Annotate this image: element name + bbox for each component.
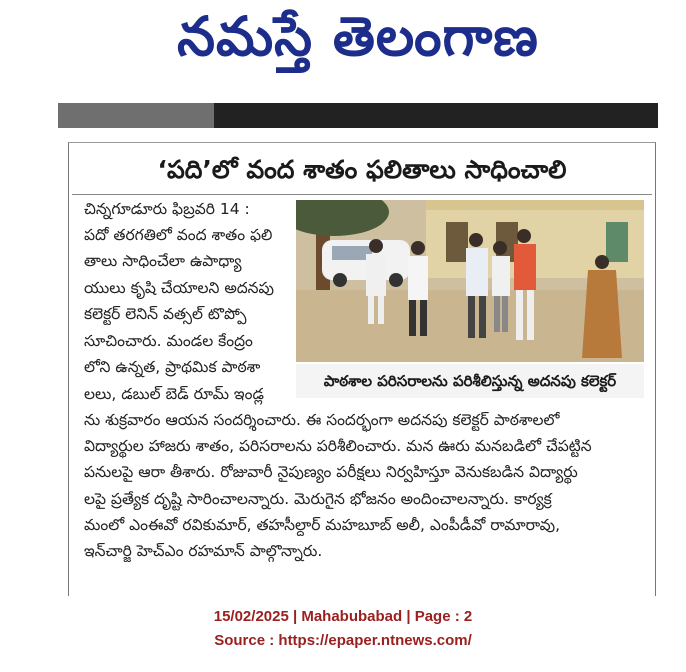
article-column-line: పదో తరగతిలో వంద శాతం ఫలి xyxy=(84,226,273,244)
article-photo xyxy=(296,200,644,362)
footer-source-link[interactable]: Source : https://epaper.ntnews.com/ xyxy=(214,632,472,649)
photo-caption: పాఠశాల పరిసరాలను పరిశీలిస్తున్న అదనపు కలెక్టర్ xyxy=(296,364,644,398)
article-column-line: తాలు సాధించేలా ఉపాధ్యా xyxy=(84,252,242,270)
article-body-line: మంలో ఎంఈవో రవికుమార్, తహసీల్దార్ మహబూబ్ అలీ, ఎంపీడీవో రామారావు, xyxy=(84,516,561,534)
article-column-line: లోని ఉన్నత, ప్రాథమిక పాఠశా xyxy=(84,358,261,376)
article-body-line: విద్యార్థుల హాజరు శాతం, పరిసరాలను పరిశీలించారు. మన ఊరు మనబడిలో చేపట్టిన xyxy=(84,437,592,455)
article-headline: ‘పది’లో వంద శాతం ఫలితాలు సాధించాలి xyxy=(157,155,567,184)
masthead-logo: నమస్తే తెలంగాణ xyxy=(177,5,539,68)
masthead-divider-left xyxy=(58,103,214,128)
article-column-line: కలెక్టర్ లెనిన్ వత్సల్ టొప్పో xyxy=(84,305,247,323)
masthead-divider-right xyxy=(214,103,658,128)
article-body-line: పనులపై ఆరా తీశారు. రోజువారీ నైపుణ్యం పరీక్షలు నిర్వహిస్తూ వెనుకబడిన విద్యార్థు xyxy=(84,463,578,481)
article-dateline: చిన్నగూడూరు ఫిబ్రవరి 14 : xyxy=(84,200,250,218)
article-column-line: లలు, డబుల్ బెడ్ రూమ్ ఇండ్ల xyxy=(84,385,264,403)
headline-divider xyxy=(72,194,652,195)
article-body-line: ఇన్‌చార్జి హెచ్ఎం రహమాన్ పాల్గొన్నారు. xyxy=(84,542,323,560)
footer-edition-info: 15/02/2025 | Mahabubabad | Page : 2 xyxy=(213,608,473,625)
article-body-line: ను శుక్రవారం ఆయన సందర్శించారు. ఈ సందర్భంగా అదనపు కలెక్టర్ పాఠశాలలో xyxy=(84,411,560,429)
article-column-line: యులు కృషి చేయాలని అదనపు xyxy=(84,279,275,297)
article-body-line: లపై ప్రత్యేక దృష్టి సారించాలన్నారు. మెరుగైన భోజనం అందించాలన్నారు. కార్యక్ర xyxy=(84,490,552,508)
article-column-line: సూచించారు. మండల కేంద్రం xyxy=(84,332,253,350)
